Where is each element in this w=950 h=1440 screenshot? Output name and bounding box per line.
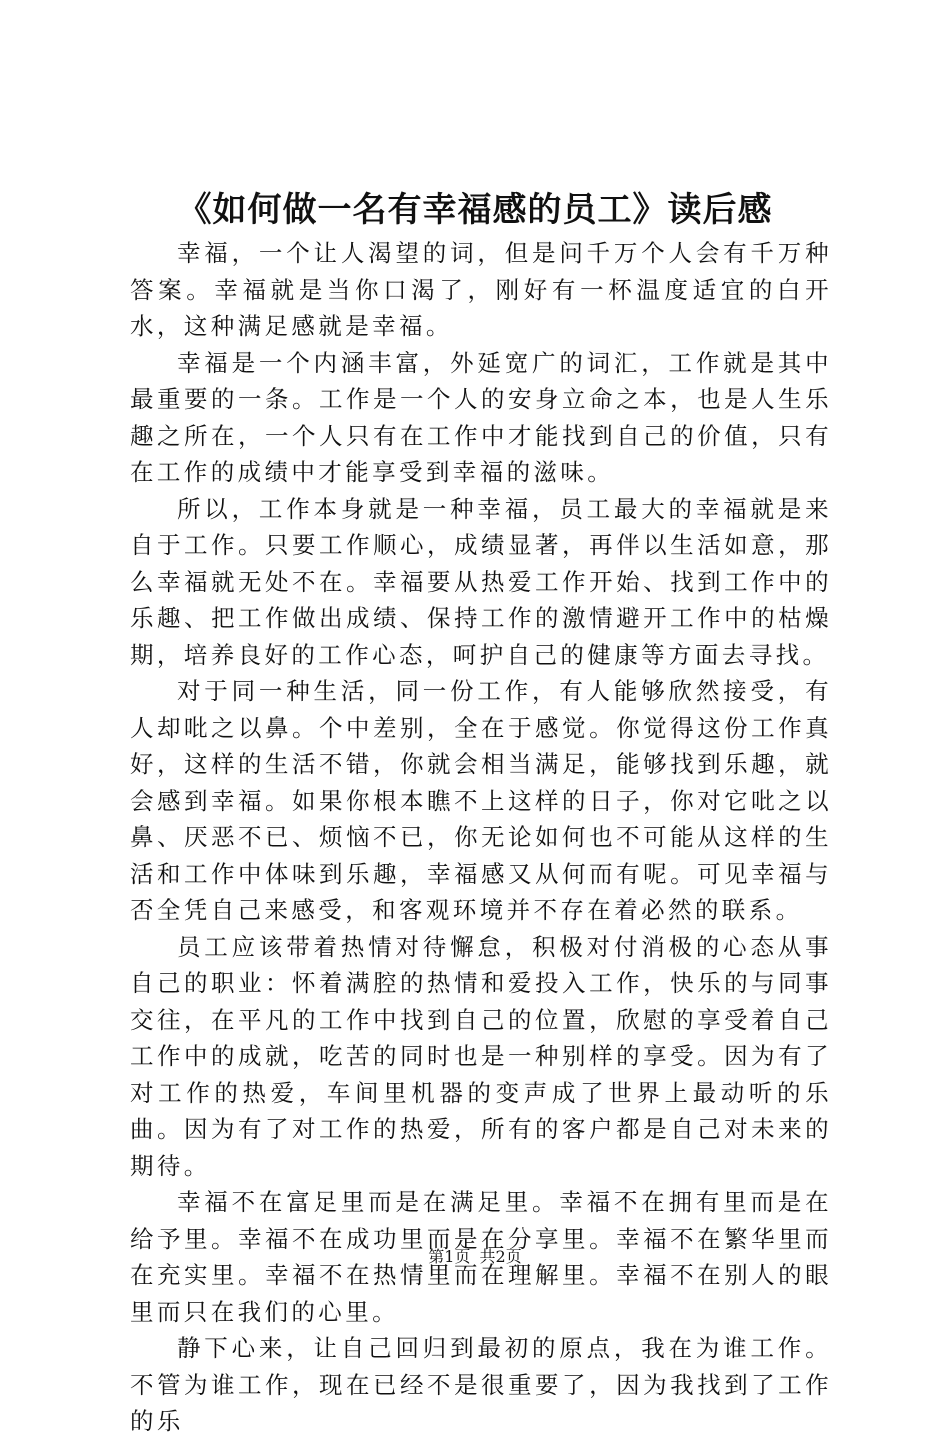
paragraph: 幸福是一个内涵丰富，外延宽广的词汇，工作就是其中最重要的一条。工作是一个人的安身立命之本，也是人生乐趣之所在，一个人只有在工作中才能找到自己的价值，只有在工作的成绩中才能享受到幸福的滋味。: [130, 348, 832, 486]
page-number: 第1页: [428, 1247, 471, 1266]
page-footer: [0, 1246, 950, 1268]
paragraph: 静下心来，让自己回归到最初的原点，我在为谁工作。不管为谁工作，现在已经不是很重要了，因为我找到了工作的乐: [130, 1334, 832, 1435]
paragraph: 所以，工作本身就是一种幸福，员工最大的幸福就是来自于工作。只要工作顺心，成绩显著，再伴以生活如意，那么幸福就无处不在。幸福要从热爱工作开始、找到工作中的乐趣、把工作做出成绩、保持工作的激情避开工作中的枯燥期，培养良好的工作心态，呵护自己的健康等方面去寻找。: [130, 494, 832, 669]
paragraph: 幸福，一个让人渴望的词，但是问千万个人会有千万种答案。幸福就是当你口渴了，刚好有一杯温度适宜的白开水，这种满足感就是幸福。: [130, 239, 832, 340]
paragraph: 员工应该带着热情对待懈怠，积极对付消极的心态从事自己的职业：怀着满腔的热情和爱投入工作，快乐的与同事交往，在平凡的工作中找到自己的位置，欣慰的享受着自己工作中的成就，吃苦的同时也是一种别样的享受。因为有了对工作的热爱，车间里机器的变声成了世界上最动听的乐曲。因为有了对工作的热爱，所有的客户都是自己对未来的期待。: [130, 932, 832, 1180]
page-total: 共2页: [479, 1247, 522, 1266]
paragraph: 幸福不在富足里而是在满足里。幸福不在拥有里而是在给予里。幸福不在成功里而是在分享里。幸福不在繁华里而在充实里。幸福不在热情里而在理解里。幸福不在别人的眼里而只在我们的心里。: [130, 1188, 832, 1326]
document-title: 《如何做一名有幸福感的员工》读后感: [177, 190, 773, 230]
paragraph: 对于同一种生活，同一份工作，有人能够欣然接受，有人却吡之以鼻。个中差别，全在于感觉。你觉得这份工作真好，这样的生活不错，你就会相当满足，能够找到乐趣，就会感到幸福。如果你根本瞧不上这样的日子，你对它吡之以鼻、厌恶不已、烦恼不已，你无论如何也不可能从这样的生活和工作中体味到乐趣，幸福感又从何而有呢。可见幸福与否全凭自己来感受，和客观环境并不存在着必然的联系。: [130, 677, 832, 924]
